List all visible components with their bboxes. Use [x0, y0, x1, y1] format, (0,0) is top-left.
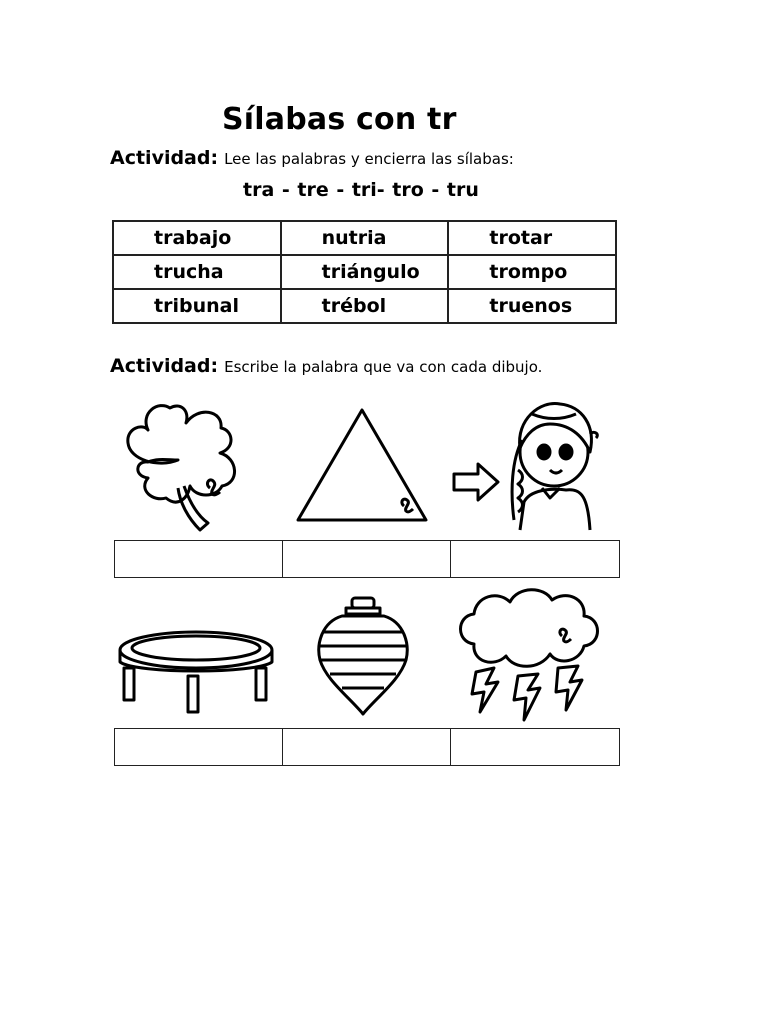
spinning-top-drawing — [316, 594, 410, 722]
answer-box-triangle[interactable] — [283, 541, 451, 577]
worksheet-title: Sílabas con tr — [222, 102, 457, 137]
clover-drawing — [118, 398, 248, 533]
answer-box-trampoline[interactable] — [115, 729, 283, 765]
word-cell[interactable]: trébol — [281, 289, 449, 323]
answer-box-clover[interactable] — [115, 541, 283, 577]
table-row — [113, 289, 616, 323]
trampoline-drawing — [116, 628, 276, 716]
table-row — [113, 221, 616, 255]
word-cell[interactable]: triángulo — [281, 255, 449, 289]
activity-1 — [110, 147, 514, 169]
word-cell[interactable]: tribunal — [113, 289, 281, 323]
answer-box-storm[interactable] — [451, 729, 619, 765]
answer-row-1 — [114, 540, 620, 578]
table-row — [113, 255, 616, 289]
activity-1-label: Actividad: — [110, 147, 219, 169]
storm-cloud-drawing — [454, 584, 604, 724]
girl-braid-drawing — [450, 390, 610, 535]
word-cell[interactable]: trompo — [448, 255, 616, 289]
activity-2-instruction: Escribe la palabra que va con cada dibujo. — [224, 358, 543, 376]
answer-box-spinning-top[interactable] — [283, 729, 451, 765]
answer-row-2 — [114, 728, 620, 766]
syllable-list: tra - tre - tri- tro - tru — [243, 179, 479, 201]
arrow-icon — [454, 464, 498, 500]
word-table — [112, 220, 617, 324]
word-cell[interactable]: trucha — [113, 255, 281, 289]
word-cell[interactable]: trabajo — [113, 221, 281, 255]
word-cell[interactable]: truenos — [448, 289, 616, 323]
word-cell[interactable]: nutria — [281, 221, 449, 255]
triangle-drawing — [292, 404, 432, 526]
activity-2-label: Actividad: — [110, 355, 219, 377]
activity-1-instruction: Lee las palabras y encierra las sílabas: — [224, 150, 514, 168]
word-cell[interactable]: trotar — [448, 221, 616, 255]
activity-2 — [110, 355, 542, 377]
answer-box-girl[interactable] — [451, 541, 619, 577]
